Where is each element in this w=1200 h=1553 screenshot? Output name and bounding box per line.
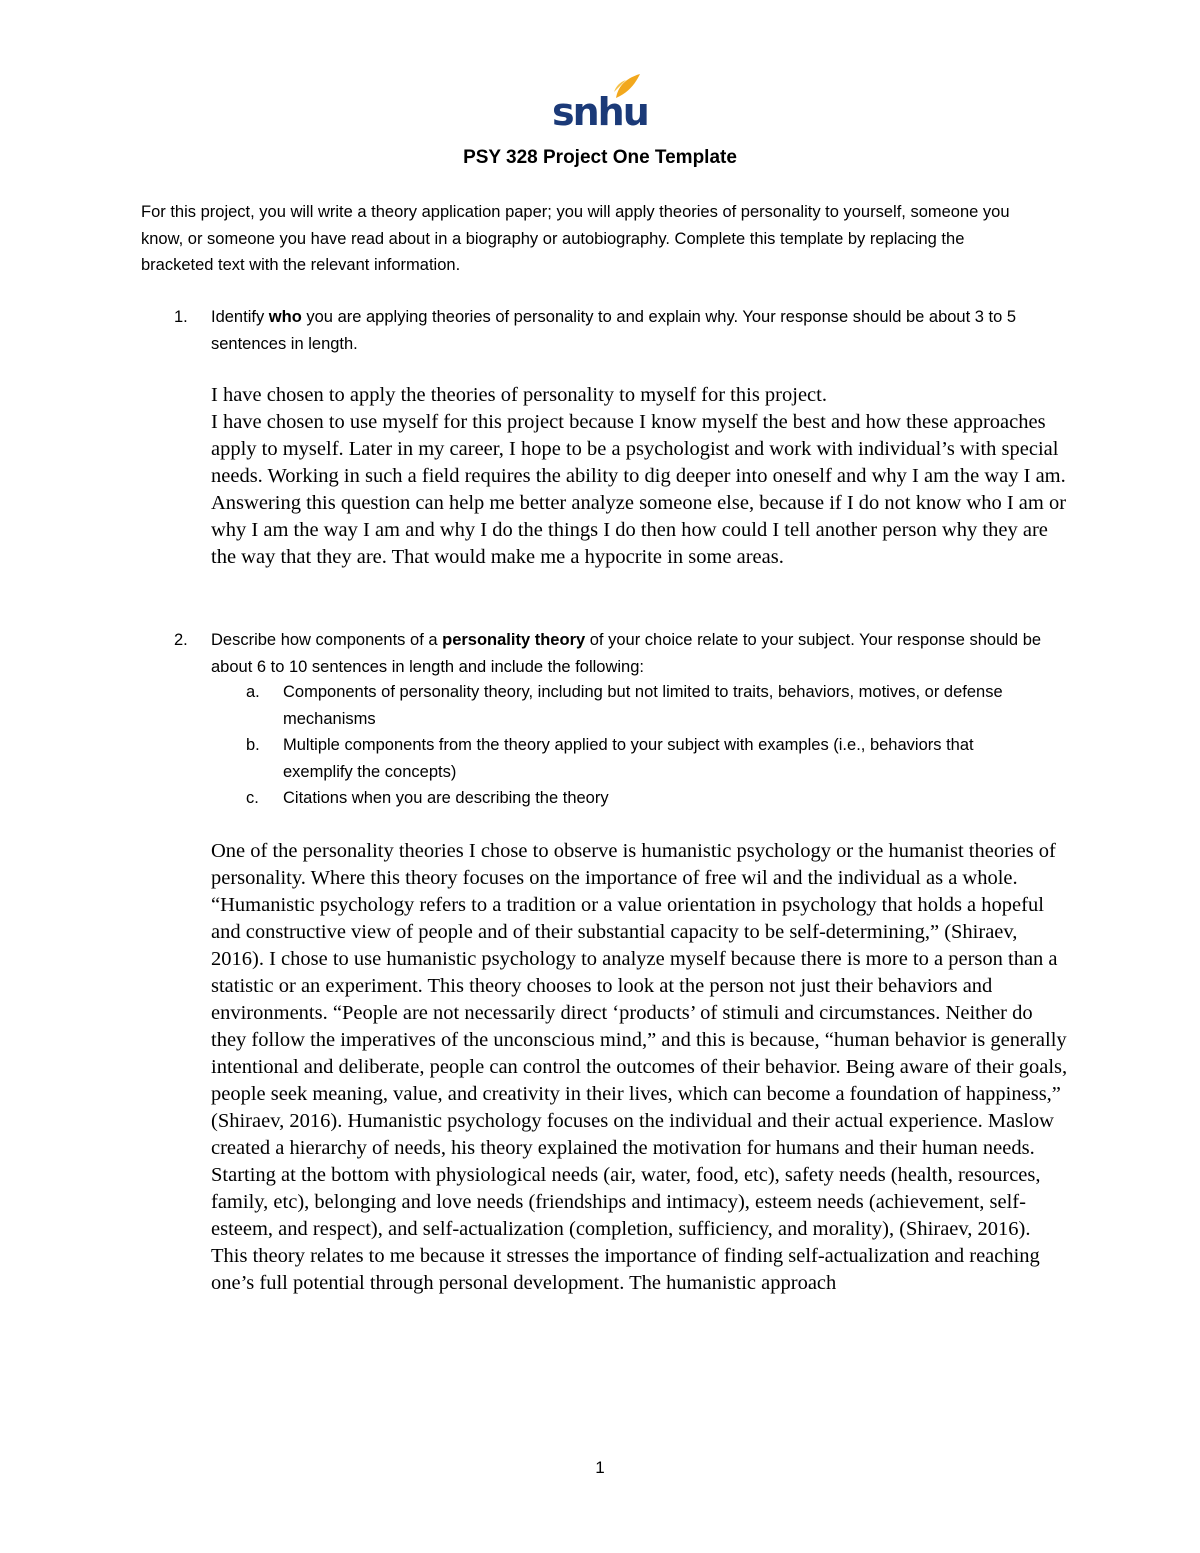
answer-1-paragraph-2: I have chosen to use myself for this project because I know myself the best and how these approaches apply to myself. Later in my career, I hope to be a psychologist and work with individual’s with special needs. Working in such a field requires the ability to dig deeper into oneself and why I am the way I am. Answering this question can help me better analyze someone else, because if I do not know who I am or why I am the way I am and why I do the things I do then how could I tell another person why they are the way that they are. That would make me a hypocrite in some areas. bbox=[211, 411, 1067, 568]
question-1-text-b: you are applying theories of personality to and explain why. Your response should be about 3 to 5 sentences in length. bbox=[211, 308, 1017, 353]
logo-text: snhu bbox=[552, 90, 648, 134]
question-1-prompt bbox=[211, 304, 1061, 357]
document-title: PSY 328 Project One Template bbox=[463, 147, 737, 168]
question-2-text-b: of your choice relate to your subject. Your response should be about 6 to 10 sentences in length and include the following: bbox=[211, 631, 1042, 676]
sub-item-c-text: Citations when you are describing the theory bbox=[283, 789, 609, 807]
question-1-bold: who bbox=[268, 308, 302, 326]
sub-item-b-letter: b. bbox=[246, 736, 260, 754]
answer-2 bbox=[211, 838, 1071, 1297]
question-2-text-a: Describe how components of a bbox=[211, 631, 443, 649]
answer-2-paragraph-1: One of the personality theories I chose to observe is humanistic psychology or the humanist theories of personality. Where this theory focuses on the importance of free wil and the individual as a whole. “Humanistic psychology refers to a tradition or a value orientation in psychology that holds a hopeful and constructive view of people and of their substantial capacity to be self-determining,” (Shiraev, 2016). I chose to use humanistic psychology to analyze myself because there is more to a person than a statistic or an experiment. This theory chooses to look at the person not just their behaviors and environments. “People are not necessarily direct ‘products’ of stimuli and circumstances. Neither do they follow the imperatives of the unconscious mind,” and this is because, “human behavior is generally intentional and deliberate, people can control the outcomes of their behavior. Being aware of their goals, people seek meaning, value, and creativity in their lives, which can become a foundation of happiness,” (Shiraev, 2016). Humanistic psychology focuses on the individual and their actual experience. Maslow created a hierarchy of needs, his theory explained the motivation for humans and their human needs. Starting at the bottom with physiological needs (air, water, food, etc), safety needs (health, resources, family, etc), belonging and love needs (friendships and intimacy), esteem needs (achievement, self-esteem, and respect), and self-actualization (completion, sufficiency, and morality), (Shiraev, 2016). bbox=[211, 840, 1068, 1240]
sub-item-a-text: Components of personality theory, including but not limited to traits, behaviors, motives, or defense mechanisms bbox=[283, 683, 1003, 728]
snhu-logo bbox=[552, 72, 648, 134]
question-1-number: 1. bbox=[174, 308, 188, 326]
question-1-text-a: Identify bbox=[211, 308, 269, 326]
question-2-bold: personality theory bbox=[442, 631, 586, 649]
answer-2-paragraph-2: This theory relates to me because it stresses the importance of finding self-actualization and reaching one’s full potential through personal development. The humanistic approach bbox=[211, 1245, 1040, 1294]
question-2-number: 2. bbox=[174, 631, 188, 649]
page-number: 1 bbox=[595, 1458, 605, 1477]
sub-item-b-text: Multiple components from the theory applied to your subject with examples (i.e., behaviors that exemplify the concepts) bbox=[283, 736, 974, 781]
intro-paragraph: For this project, you will write a theory application paper; you will apply theories of personality to yourself, someone you know, or someone you have read about in a biography or autobiography. Complete this template by replacing the bracketed text with the relevant information. bbox=[141, 203, 1010, 274]
sub-item-c-letter: c. bbox=[246, 789, 259, 807]
sub-item-a-letter: a. bbox=[246, 683, 260, 701]
question-2-prompt bbox=[211, 627, 1061, 680]
answer-1-paragraph-1: I have chosen to apply the theories of personality to myself for this project. bbox=[211, 384, 827, 406]
answer-1 bbox=[211, 382, 1071, 571]
